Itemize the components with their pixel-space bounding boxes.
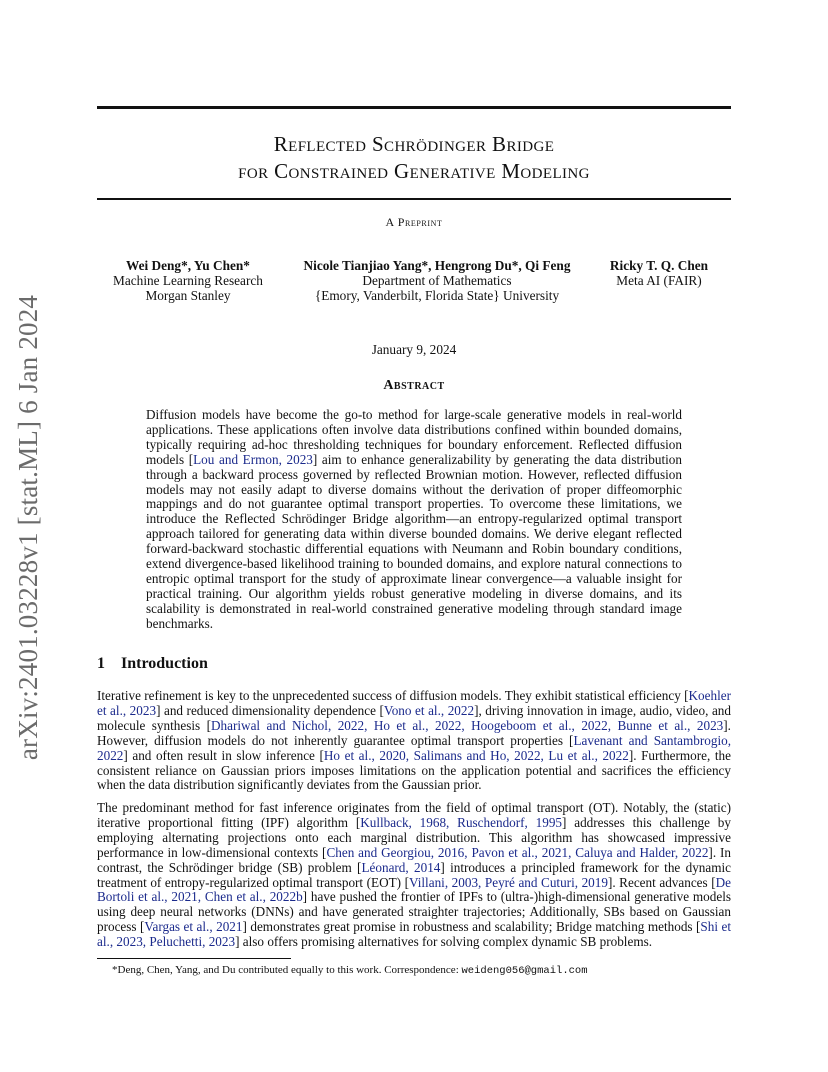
paragraph-text: ]. Recent advances [ xyxy=(607,874,716,890)
citation-link[interactable]: Lou and Ermon, 2023 xyxy=(193,451,313,467)
paragraph-text: ] and often result in slow inference [ xyxy=(123,747,324,763)
footnote-rule xyxy=(97,958,291,959)
author-group-3 xyxy=(597,258,721,288)
preprint-label: A Preprint xyxy=(385,215,443,229)
citation-link[interactable]: Lavenant and Santambrogio, 2022 xyxy=(97,732,732,763)
paragraph-2 xyxy=(97,801,731,950)
section-title: Introduction xyxy=(121,655,208,672)
author-names: Wei Deng*, Yu Chen* xyxy=(126,258,250,273)
author-affiliation: Meta AI (FAIR) xyxy=(616,273,702,288)
author-group-2 xyxy=(297,258,577,303)
paragraph-text: ]. However, diffusion models do not inherently guarantee optimal transport properties [ xyxy=(97,717,731,748)
abstract-heading: Abstract xyxy=(383,378,445,393)
correspondence-email[interactable]: weideng056@gmail.com xyxy=(461,965,588,977)
paragraph-text: ] have pushed the frontier of IPFs to (ultra-)high-dimensional generative models using deep neural networks (DNNs) and have generated straighter trajectories; Additionally, SBs based on Gaussian process [ xyxy=(97,889,731,935)
paragraph-1 xyxy=(97,689,731,793)
citation-link[interactable]: Koehler et al., 2023 xyxy=(97,688,731,718)
paper-title xyxy=(97,131,731,185)
abstract-text-part: ] aim to enhance generalizability by generating the data distribution through a backward process governed by reflected Brownian motion. However, reflected diffusion models may not easily adapt to diverse domains without the derivation of proper diffeomorphic mappings and do not guarantee optimal transport properties. To overcome these limitations, we introduce the Reflected Schrödinger Bridge algorithm—an entropy-regularized optimal transport approach tailored for generating data within diverse bounded domains. We derive elegant reflected forward-backward stochastic differential equations with Neumann and Robin boundary conditions, extend divergence-based likelihood training to bounded domains, and explore natural connections to entropic optimal transport for the study of approximate linear convergence—a valuable insight for practical training. Our algorithm yields robust generative modeling in diverse domains, and its scalability is demonstrated in real-world constrained generative modeling through standard image benchmarks. xyxy=(146,451,682,631)
author-affiliation: Machine Learning Research xyxy=(113,273,263,288)
title-rule-top xyxy=(97,106,731,109)
title-line-1: Reflected Schrödinger Bridge xyxy=(273,132,555,156)
author-group-1 xyxy=(103,258,273,303)
paper-date: January 9, 2024 xyxy=(371,342,457,357)
paragraph-text: ] and reduced dimensionality dependence [ xyxy=(156,702,384,718)
citation-link[interactable]: Shi et al., 2023, Peluchetti, 2023 xyxy=(97,919,732,950)
author-affiliation: {Emory, Vanderbilt, Florida State} University xyxy=(314,288,560,303)
paragraph-text: ] demonstrates great promise in robustness and scalability; Bridge matching methods [ xyxy=(242,919,701,935)
author-names: Nicole Tianjiao Yang*, Hengrong Du*, Qi Feng xyxy=(303,258,571,273)
paragraph-text: ] addresses this challenge by employing alternating projections onto each marginal distribution. This algorithm has showcased impressive performance in low-dimensional contexts [ xyxy=(97,814,731,860)
section-heading xyxy=(97,655,208,673)
citation-link[interactable]: Chen and Georgiou, 2016, Pavon et al., 2021, Caluya and Halder, 2022 xyxy=(326,844,709,860)
author-affiliation: Department of Mathematics xyxy=(362,273,512,288)
footnote-text: *Deng, Chen, Yang, and Du contributed equally to this work. Correspondence: xyxy=(112,964,462,976)
citation-link[interactable]: Vono et al., 2022 xyxy=(383,702,475,718)
paragraph-text: ] introduces a principled framework for the dynamic treatment of entropy-regularized optimal transport (EOT) [ xyxy=(97,859,732,890)
paragraph-text: ]. In contrast, the Schrödinger bridge (SB) problem [ xyxy=(97,844,731,875)
citation-link[interactable]: Vargas et al., 2021 xyxy=(144,919,243,935)
citation-link[interactable]: Ho et al., 2020, Salimans and Ho, 2022, Lu et al., 2022 xyxy=(323,747,629,763)
arxiv-id: arXiv:2401.03228v1 [stat.ML] 6 Jan 2024 xyxy=(13,294,44,760)
author-names: Ricky T. Q. Chen xyxy=(609,258,709,273)
arxiv-stamp xyxy=(12,292,46,762)
citation-link[interactable]: Dhariwal and Nichol, 2022, Ho et al., 2022, Hoogeboom et al., 2022, Bunne et al., 2023 xyxy=(211,717,724,733)
abstract-text-part: Diffusion models have become the go-to method for large-scale generative models in real-world applications. These applications often involve data distributions confined within bounded domains, typically requiring ad-hoc thresholding techniques for boundary enforcement. Reflected diffusion models [ xyxy=(146,407,682,467)
title-rule-bottom xyxy=(97,198,731,200)
paragraph-text: Iterative refinement is key to the unprecedented success of diffusion models. They exhibit statistical efficiency [ xyxy=(97,688,689,703)
paragraph-text: ] also offers promising alternatives for solving complex dynamic SB problems. xyxy=(235,934,653,950)
citation-link[interactable]: De Bortoli et al., 2021, Chen et al., 2022b xyxy=(97,874,731,905)
paragraph-text: ], driving innovation in image, audio, video, and molecule synthesis [ xyxy=(97,702,731,733)
abstract-text xyxy=(146,408,682,632)
citation-link[interactable]: Léonard, 2014 xyxy=(361,859,441,875)
paragraph-text: The predominant method for fast inference originates from the field of optimal transport (OT). Notably, the (static) iterative proportional fitting (IPF) algorithm [ xyxy=(97,800,731,830)
citation-link[interactable]: Kullback, 1968, Ruschendorf, 1995 xyxy=(360,814,563,830)
section-number: 1 xyxy=(97,655,105,672)
title-line-2: for Constrained Generative Modeling xyxy=(238,159,590,183)
citation-link[interactable]: Villani, 2003, Peyré and Cuturi, 2019 xyxy=(409,874,608,890)
footnote xyxy=(112,963,732,978)
author-affiliation: Morgan Stanley xyxy=(145,288,231,303)
paragraph-text: ]. Furthermore, the consistent reliance on Gaussian priors imposes limitations on the application potential and sacrifices the efficiency when the data distribution significantly deviates from the Gaussian prior. xyxy=(97,747,732,793)
